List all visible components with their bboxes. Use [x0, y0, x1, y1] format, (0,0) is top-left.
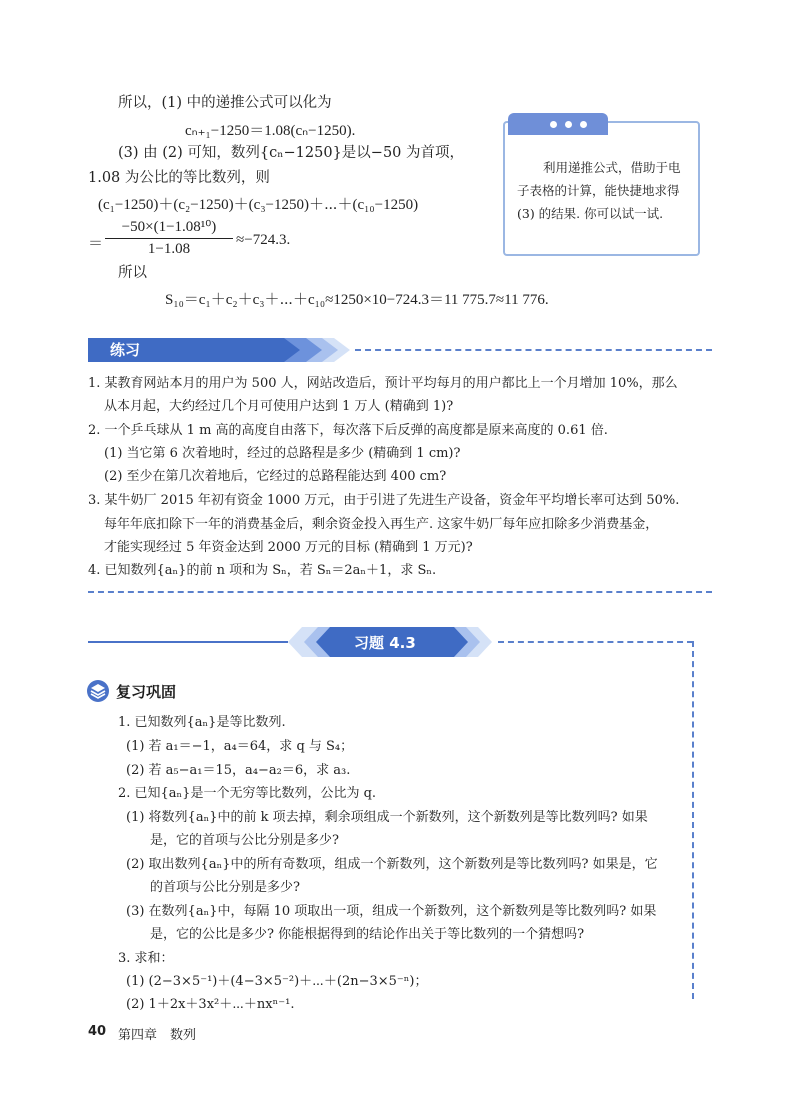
- note-dot-icon: [550, 121, 557, 128]
- exercise-dash-right: [498, 641, 693, 643]
- exercise-item: (2) 取出数列{aₙ}中的所有奇数项，组成一个新数列，这个新数列是等比数列吗? 如果是，它: [126, 857, 658, 872]
- sum-formula: (c₁−1250)＋(c₂−1250)＋(c₃−1250)＋⋯＋(c₁₀−1250): [98, 197, 419, 213]
- practice-item: 3. 某牛奶厂 2015 年初有资金 1000 万元，由于引进了先进生产设备，资金年平均增长率可达到 50%.: [88, 493, 680, 508]
- fraction-result: ≈−724.3.: [236, 232, 291, 248]
- exercise-item: 1. 已知数列{aₙ}是等比数列.: [118, 715, 286, 730]
- layers-icon: [86, 679, 110, 703]
- solution-line-1: 所以，(1) 中的递推公式可以化为: [118, 95, 332, 111]
- chapter-title: 数列: [170, 1028, 197, 1043]
- note-dot-icon: [580, 121, 587, 128]
- exercise-dash-vertical: [692, 641, 694, 999]
- exercise-item: (1) (2−3×5⁻¹)＋(4−3×5⁻²)＋⋯＋(2n−3×5⁻ⁿ)；: [126, 974, 428, 989]
- fraction-denominator: 1−1.08: [147, 241, 191, 257]
- practice-item: 每年年底扣除下一年的消费基金后，剩余资金投入再生产. 这家牛奶厂每年应扣除多少消费基金，: [104, 517, 659, 532]
- exercise-item: 2. 已知{aₙ}是一个无穷等比数列，公比为 q.: [118, 786, 377, 801]
- exercise-item: (2) 1＋2x＋3x²＋⋯＋nxⁿ⁻¹.: [126, 997, 295, 1012]
- fraction-equals: ＝: [88, 236, 104, 252]
- exercise-rule-left: [88, 641, 288, 643]
- section-heading: 复习巩固: [116, 683, 177, 701]
- final-sum-formula: S₁₀＝c₁＋c₂＋c₃＋⋯＋c₁₀≈1250×10−724.3＝11 775.7≈11 776.: [165, 292, 549, 308]
- practice-dash-top: [355, 349, 712, 351]
- solution-line-2: (3) 由 (2) 可知，数列{cₙ−1250}是以−50 为首项，: [118, 145, 465, 161]
- fraction-numerator: −50×(1−1.08¹⁰): [121, 219, 217, 235]
- exercise-item: 的首项与公比分别是多少?: [150, 880, 300, 895]
- side-note-text: 利用递推公式，借助于电子表格的计算，能快捷地求得 (3) 的结果. 你可以试一试.: [517, 160, 681, 221]
- fraction-bar: [105, 238, 233, 239]
- exercise-item: 是，它的公比是多少? 你能根据得到的结论作出关于等比数列的一个猜想吗?: [150, 927, 585, 942]
- exercise-item: 是，它的首项与公比分别是多少?: [150, 833, 339, 848]
- practice-item: 从本月起，大约经过几个月可使用户达到 1 万人 (精确到 1)?: [104, 399, 454, 414]
- practice-item: 才能实现经过 5 年资金达到 2000 万元的目标 (精确到 1 万元)?: [104, 540, 473, 555]
- exercise-item: (1) 若 a₁＝−1，a₄＝64，求 q 与 S₄；: [126, 739, 354, 754]
- side-note-tab: [508, 113, 608, 135]
- practice-item: 2. 一个乒乓球从 1 m 高的高度自由落下，每次落下后反弹的高度都是原来高度的 0.61 倍.: [88, 423, 608, 438]
- exercise-item: (3) 在数列{aₙ}中，每隔 10 项取出一项，组成一个新数列，这个新数列是等比数列吗? 如果: [126, 904, 657, 919]
- chapter-label: 第四章: [118, 1028, 158, 1043]
- practice-item: (2) 至少在第几次着地后，它经过的总路程能达到 400 cm?: [104, 469, 447, 484]
- exercise-item: 3. 求和：: [118, 951, 174, 966]
- recurrence-formula: cₙ₊₁−1250＝1.08(cₙ−1250).: [185, 123, 356, 139]
- note-dot-icon: [565, 121, 572, 128]
- solution-line-3: 1.08 为公比的等比数列，则: [88, 170, 270, 186]
- practice-item: 4. 已知数列{aₙ}的前 n 项和为 Sₙ，若 Sₙ＝2aₙ＋1，求 Sₙ.: [88, 563, 437, 578]
- page-number: 40: [88, 1024, 107, 1039]
- exercise-title: 习题 4.3: [354, 634, 416, 652]
- practice-dash-bottom: [88, 591, 712, 593]
- exercise-item: (2) 若 a₅−a₁＝15，a₄−a₂＝6，求 a₃.: [126, 763, 351, 778]
- solution-line-4: 所以: [118, 265, 147, 281]
- practice-item: (1) 当它第 6 次着地时，经过的总路程是多少 (精确到 1 cm)?: [104, 446, 461, 461]
- exercise-item: (1) 将数列{aₙ}中的前 k 项去掉，剩余项组成一个新数列，这个新数列是等比数列吗? 如果: [126, 810, 648, 825]
- practice-item: 1. 某教育网站本月的用户为 500 人，网站改造后，预计平均每月的用户都比上一个月增加 10%，那么: [88, 376, 678, 391]
- practice-title: 练习: [110, 341, 141, 359]
